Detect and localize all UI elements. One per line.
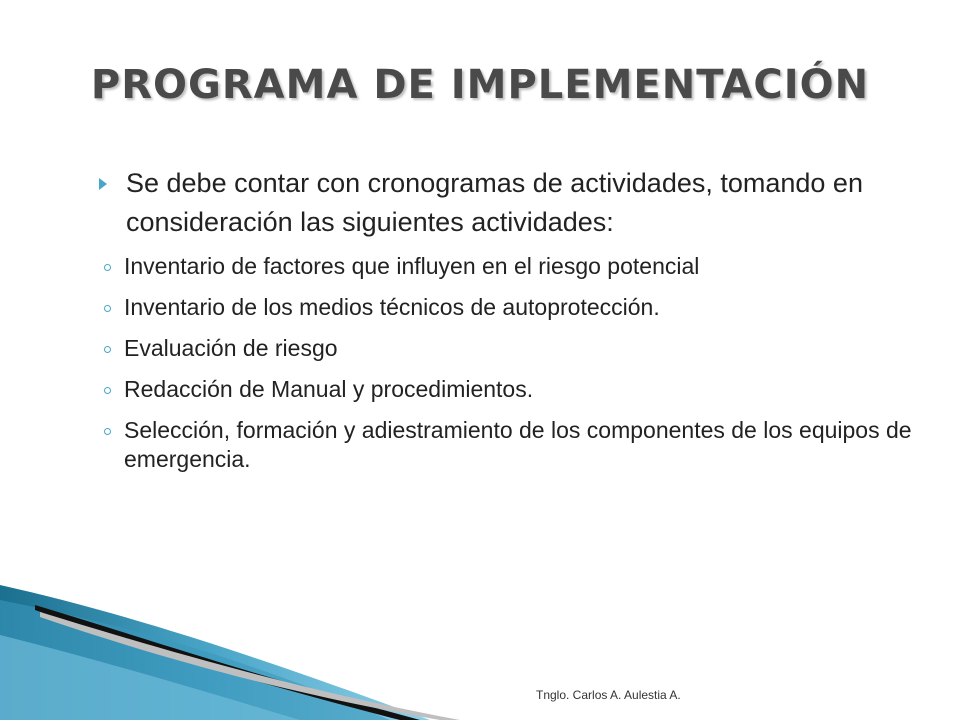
triangle-arrow-icon	[99, 178, 107, 190]
sub-bullet-text: Inventario de los medios técnicos de autoprotección.	[124, 294, 660, 320]
sub-bullet	[102, 375, 916, 404]
slide-title: PROGRAMA DE IMPLEMENTACIÓN	[90, 62, 870, 108]
sub-bullet-text: Evaluación de riesgo	[124, 335, 338, 361]
footer-author: Tnglo. Carlos A. Aulestia A.	[536, 688, 681, 702]
main-bullet-text: Se debe contar con cronogramas de actividades, tomando en consideración las siguientes actividades:	[126, 168, 863, 237]
sub-bullet-text: Redacción de Manual y procedimientos.	[124, 376, 534, 402]
sub-bullet	[102, 293, 916, 322]
sub-bullet-text: Selección, formación y adiestramiento de los componentes de los equipos de emergencia.	[124, 417, 912, 472]
content-area	[96, 164, 916, 486]
sub-bullet-list	[96, 252, 916, 474]
ring-icon	[104, 264, 111, 271]
ring-icon	[104, 346, 111, 353]
ring-icon	[104, 305, 111, 312]
sub-bullet	[102, 334, 916, 363]
ring-icon	[104, 428, 111, 435]
sub-bullet	[102, 252, 916, 281]
sub-bullet-text: Inventario de factores que influyen en el riesgo potencial	[124, 253, 700, 279]
ring-icon	[104, 387, 111, 394]
sub-bullet	[102, 416, 916, 474]
main-bullet	[96, 164, 916, 242]
